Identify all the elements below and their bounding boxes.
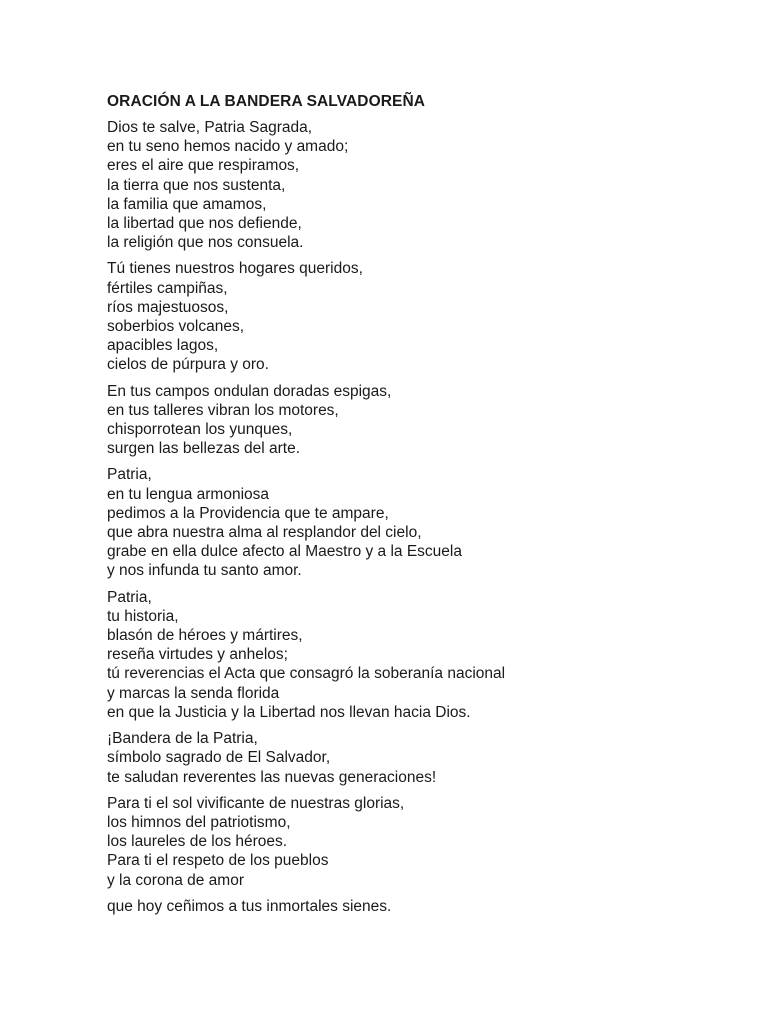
stanza — [107, 729, 747, 787]
poem-line: la familia que amamos, — [107, 195, 267, 213]
poem-line: soberbios volcanes, — [107, 318, 244, 336]
poem-line: blasón de héroes y mártires, — [107, 627, 303, 645]
stanza — [107, 897, 747, 916]
poem-line: eres el aire que respiramos, — [107, 157, 300, 175]
poem-line: la tierra que nos sustenta, — [107, 176, 286, 194]
poem-line: Patria, — [107, 588, 152, 606]
stanza — [107, 118, 747, 252]
poem-body — [107, 118, 747, 916]
stanza — [107, 588, 747, 722]
document-page — [107, 92, 747, 923]
poem-line: Patria, — [107, 466, 152, 484]
poem-line: en tus talleres vibran los motores, — [107, 401, 339, 419]
stanza — [107, 465, 747, 580]
poem-line: reseña virtudes y anhelos; — [107, 646, 288, 664]
poem-line: surgen las bellezas del arte. — [107, 440, 301, 458]
poem-line: Para ti el sol vivificante de nuestras glorias, — [107, 794, 405, 812]
poem-line: Para ti el respeto de los pueblos — [107, 852, 329, 870]
poem-line: símbolo sagrado de El Salvador, — [107, 749, 331, 767]
poem-line: la religión que nos consuela. — [107, 234, 304, 252]
poem-line: En tus campos ondulan doradas espigas, — [107, 382, 392, 400]
poem-line: pedimos a la Providencia que te ampare, — [107, 504, 389, 522]
poem-line: apacibles lagos, — [107, 337, 219, 355]
poem-line: cielos de púrpura y oro. — [107, 356, 269, 374]
poem-line: y nos infunda tu santo amor. — [107, 562, 302, 580]
poem-line: te saludan reverentes las nuevas generaciones! — [107, 768, 437, 786]
poem-line: los himnos del patriotismo, — [107, 813, 291, 831]
poem-line: tu historia, — [107, 607, 179, 625]
poem-line: Dios te salve, Patria Sagrada, — [107, 119, 313, 136]
stanza — [107, 794, 747, 890]
poem-line: que hoy ceñimos a tus inmortales sienes. — [107, 897, 392, 915]
poem-line: en tu lengua armoniosa — [107, 485, 270, 503]
stanza — [107, 382, 747, 459]
poem-line: y marcas la senda florida — [107, 684, 280, 702]
poem-line: la libertad que nos defiende, — [107, 215, 302, 233]
poem-line: que abra nuestra alma al resplandor del cielo, — [107, 524, 422, 542]
poem-line: ríos majestuosos, — [107, 298, 229, 316]
poem-line: Tú tienes nuestros hogares queridos, — [107, 260, 363, 278]
poem-line: grabe en ella dulce afecto al Maestro y a la Escuela — [107, 543, 462, 561]
stanza — [107, 259, 747, 374]
poem-line: tú reverencias el Acta que consagró la soberanía nacional — [107, 665, 506, 683]
poem-line: ¡Bandera de la Patria, — [107, 730, 258, 748]
poem-line: chisporrotean los yunques, — [107, 421, 293, 439]
poem-line: en tu seno hemos nacido y amado; — [107, 138, 349, 156]
document-title: ORACIÓN A LA BANDERA SALVADOREÑA — [107, 93, 426, 110]
poem-line: y la corona de amor — [107, 871, 244, 889]
poem-line: fértiles campiñas, — [107, 279, 228, 297]
poem-line: los laureles de los héroes. — [107, 833, 288, 851]
poem-line: en que la Justicia y la Libertad nos llevan hacia Dios. — [107, 703, 471, 721]
